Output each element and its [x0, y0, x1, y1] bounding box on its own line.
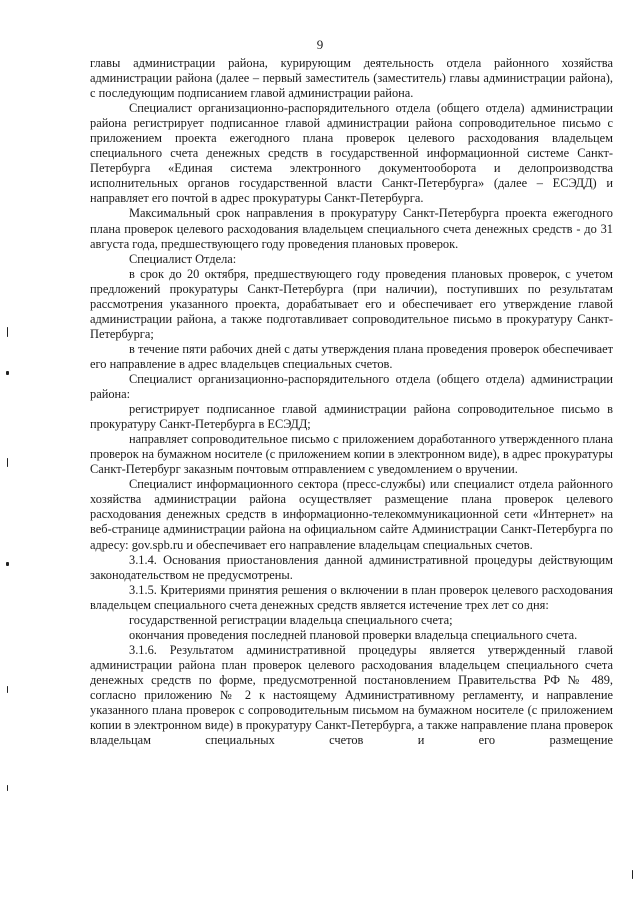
paragraph-6: в течение пяти рабочих дней с даты утверждения плана проведения проверок обеспечивает его направление в адрес владельцев специальных счетов. — [90, 341, 613, 371]
scan-speck — [7, 327, 8, 337]
paragraph-11: 3.1.4. Основания приостановления данной административной процедуры действующим законодательством не предусмотрены. — [90, 552, 613, 582]
paragraph-14: окончания проведения последней плановой проверки владельца специального счета. — [129, 627, 578, 642]
scan-speck — [632, 870, 633, 879]
paragraph-15: 3.1.6. Результатом административной процедуры является утвержденный главой администрации района план проверок целевого расходования владельцем специального счета денежных средств по форме, предусмотренной постановлением Правительства РФ № 489, согласно приложению № 2 к настоящему Административному регламенту, и направление указанного плана проверок с сопроводительным письмом на бумажном носителе (с приложением копии в электронном виде) в прокуратуру Санкт-Петербурга, а также направление плана проверок владельцам специальных счетов и его размещение — [90, 642, 613, 748]
scan-speck — [7, 686, 8, 693]
scan-speck — [7, 458, 8, 467]
paragraph-3: Максимальный срок направления в прокуратуру Санкт-Петербурга проекта ежегодного плана проверок целевого расходования владельцем специального счета денежных средств - до 31 августа года, предшествующего году проведения плановых проверок. — [90, 206, 613, 251]
paragraph-8: регистрирует подписанное главой администрации района сопроводительное письмо в прокуратуру Санкт-Петербурга в ЕСЭДД; — [90, 402, 613, 432]
scan-speck — [7, 785, 8, 791]
page-number: 9 — [316, 37, 324, 52]
scan-speck — [6, 562, 9, 566]
paragraph-12: 3.1.5. Критериями принятия решения о включении в план проверок целевого расходования владельцем специального счета денежных средств является истечение трех лет со дня: — [90, 582, 613, 612]
document-body — [90, 56, 613, 748]
paragraph-13: государственной регистрации владельца специального счета; — [129, 612, 453, 627]
paragraph-4: Специалист Отдела: — [129, 251, 237, 266]
paragraph-2: Специалист организационно-распорядительного отдела (общего отдела) администрации района регистрирует подписанное главой администрации района сопроводительное письмо с приложением проекта ежегодного плана проверок целевого расходования владельцем специального счета денежных средств в государственной информационной системе Санкт-Петербурга «Единая система электронного документооборота и делопроизводства исполнительных органов государственной власти Санкт-Петербурга» (далее – ЕСЭДД) и направляет его почтой в адрес прокуратуры Санкт-Петербурга. — [90, 101, 613, 206]
paragraph-1: главы администрации района, курирующим деятельность отдела районного хозяйства администрации района (далее – первый заместитель (заместитель) главы администрации района), с последующим подписанием главой администрации района. — [90, 56, 613, 101]
paragraph-7: Специалист организационно-распорядительного отдела (общего отдела) администрации района: — [90, 371, 613, 402]
paragraph-5: в срок до 20 октября, предшествующего году проведения плановых проверок, с учетом предложений прокуратуры Санкт-Петербурга (при наличии), поступивших по результатам рассмотрения указанного проекта, дорабатывает его и обеспечивает его утверждение главой администрации района, а также подготавливает сопроводительное письмо в прокуратуру Санкт-Петербурга; — [90, 266, 613, 341]
scan-speck — [6, 371, 9, 375]
paragraph-10: Специалист информационного сектора (пресс-службы) или специалист отдела районного хозяйства администрации района осуществляет размещение плана проверок целевого расходования денежных средств в информационно-телекоммуникационной сети «Интернет» на веб-странице администрации района на официальном сайте Администрации Санкт-Петербурга по адресу: gov.spb.ru и обеспечивает его направление владельцам специальных счетов. — [90, 477, 613, 552]
paragraph-9: направляет сопроводительное письмо с приложением доработанного утвержденного плана проверок на бумажном носителе (с приложением копии в электронном виде), в адрес прокуратуры Санкт-Петербург заказным почтовым отправлением с уведомлением о вручении. — [90, 432, 613, 477]
